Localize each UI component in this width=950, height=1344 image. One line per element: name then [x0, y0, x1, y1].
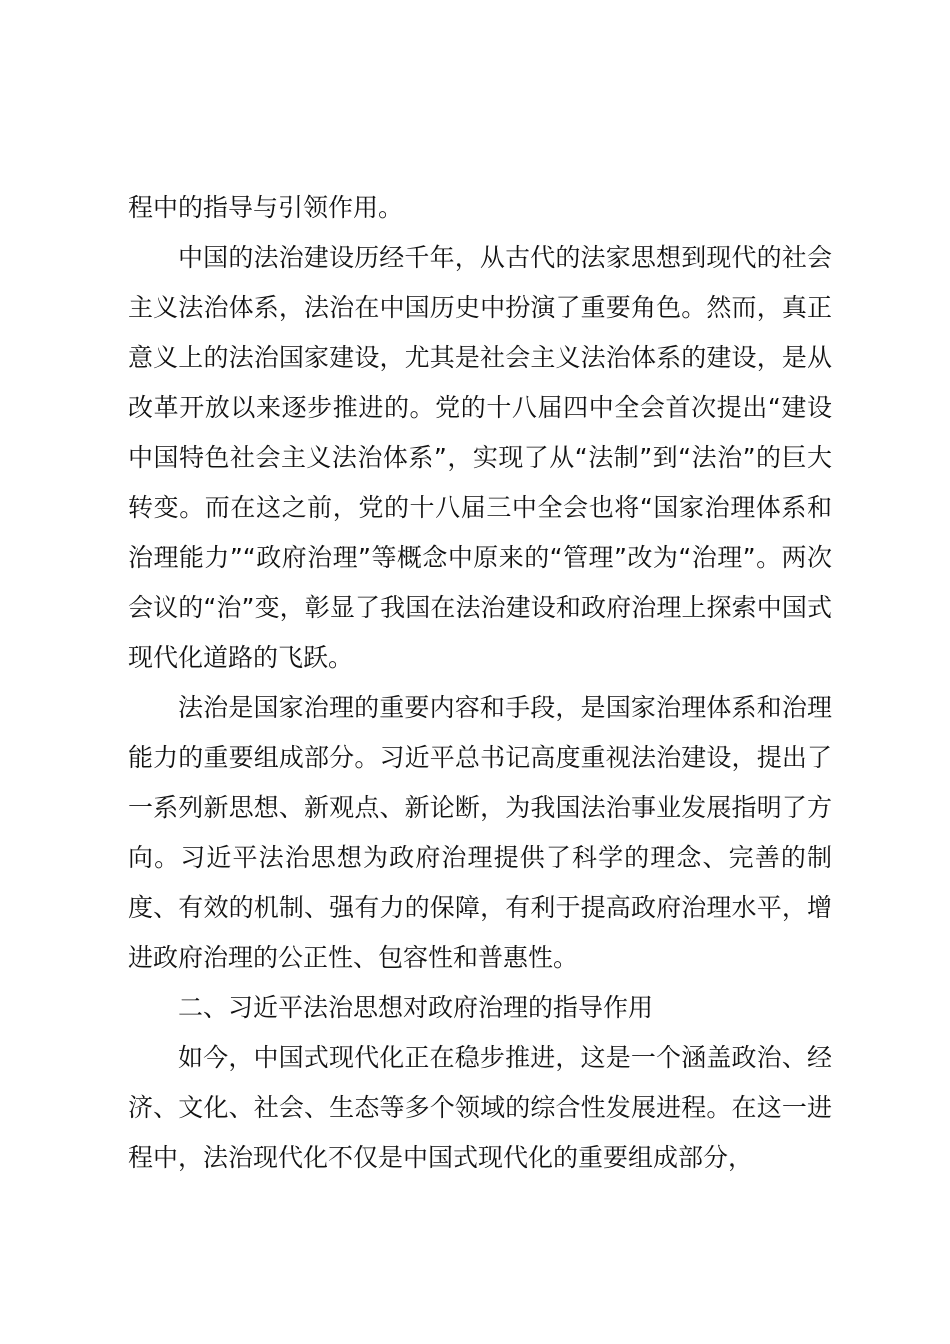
- paragraph-rule-of-law-history: 中国的法治建设历经千年，从古代的法家思想到现代的社会主义法治体系，法治在中国历史中扮演了重要角色。然而，真正意义上的法治国家建设，尤其是社会主义法治体系的建设，是从改革开放以来逐步推进的。党的十八届四中全会首次提出“建设中国特色社会主义法治体系”，实现了从“法制”到“法治”的巨大转变。而在这之前，党的十八届三中全会也将“国家治理体系和治理能力”“政府治理”等概念中原来的“管理”改为“治理”。两次会议的“治”变，彰显了我国在法治建设和政府治理上探索中国式现代化道路的飞跃。: [128, 243, 832, 672]
- paragraph-continuation: 程中的指导与引领作用。: [128, 193, 404, 222]
- paragraph-rule-of-law-governance: 法治是国家治理的重要内容和手段，是国家治理体系和治理能力的重要组成部分。习近平总书记高度重视法治建设，提出了一系列新思想、新观点、新论断，为我国法治事业发展指明了方向。习近平法治思想为政府治理提供了科学的理念、完善的制度、有效的机制、强有力的保障，有利于提高政府治理水平，增进政府治理的公正性、包容性和普惠性。: [128, 693, 832, 972]
- section-heading: 二、习近平法治思想对政府治理的指导作用: [178, 993, 654, 1022]
- document-body: [128, 183, 832, 1183]
- paragraph-modernization: 如今，中国式现代化正在稳步推进，这是一个涵盖政治、经济、文化、社会、生态等多个领域的综合性发展进程。在这一进程中，法治现代化不仅是中国式现代化的重要组成部分，: [128, 1043, 832, 1172]
